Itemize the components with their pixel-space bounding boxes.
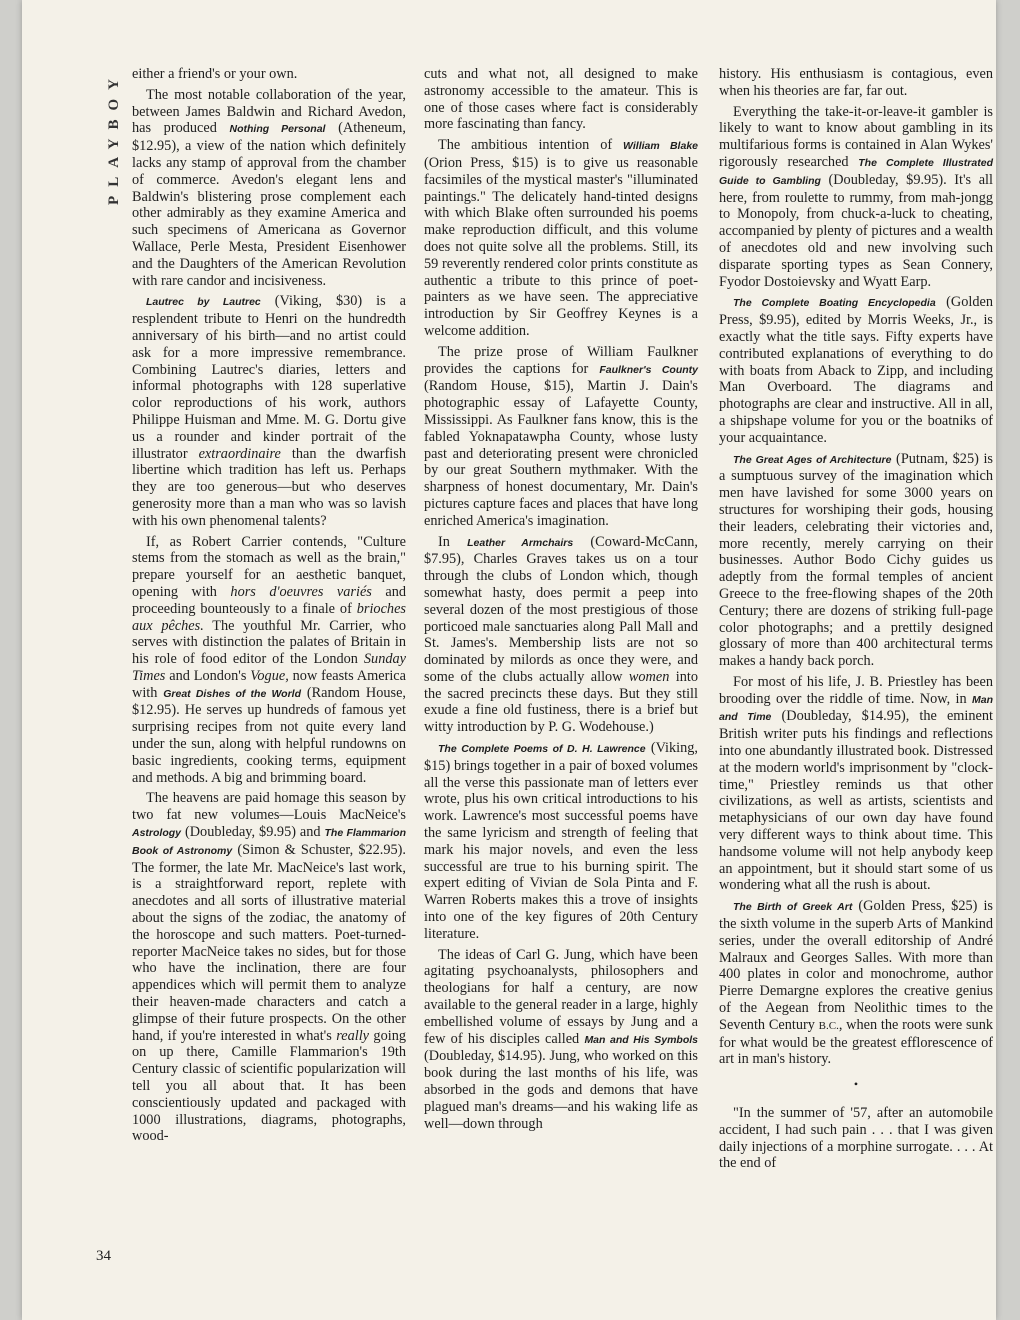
book-title: Faulkner's County [599, 363, 698, 376]
paragraph-text: (Random House, $15), Martin J. Dain's photographic essay of Lafayette County, Mississippi. As Faulkner fans know, this is the fabled Yoknapatawpha County, whose lusty past and deteriorating present were chronicled by our great Southern mythmaker. With the sharpness of honest documentary, Mr. Dain's pictures capture faces and places that have long enriched America's imagination. [424, 378, 698, 529]
paragraph [719, 898, 993, 1068]
book-title: The Flammarion Book of Astronomy [132, 827, 406, 857]
paragraph [424, 534, 698, 737]
book-title: Nothing Personal [229, 123, 326, 136]
book-title: Lautrec by Lautrec [146, 296, 261, 309]
book-title: William Blake [623, 140, 698, 153]
paragraph-text: If, as Robert Carrier contends, "Culture stems from the stomach as well as the brain," prepare yourself for an aesthetic banquet, opening with [132, 533, 406, 600]
paragraph-text: (Atheneum, $12.95), a view of the nation which definitely lacks any stamp of approval from the chamber of commerce. Avedon's elegant lens and Baldwin's blistering prose complement each other admirably as they examine America and such specimens of Americana as Governor Wallace, Perle Mesta, President Eisenhower and the Daughters of the American Revolution with rare candor and incisiveness. [132, 120, 406, 289]
paragraph-text: (Golden Press, $25) is the sixth volume in the superb Arts of Mankind series, under the overall editorship of André Malraux and Georges Salles. With more than 400 plates in color and monochrome, author Pierre Demargne explores the creative genius of the Aegean from Neolithic times to the Seventh Century [719, 898, 993, 1033]
paragraph-text: (Doubleday, $14.95), the eminent British writer puts his findings and reflections into one abundantly illustrated book. Distressed at the modern world's imprisonment by "clock-time," Priestley reminds us that other civilizations, as well as artists, scientists and metaphysicians of our own day have found very different ways to think about time. This handsome volume will not help anybody keep an appointment, but it should start some of us wondering what all the rush is about. [719, 708, 993, 894]
paragraph-text: "In the summer of '57, after an automobile accident, I had such pain . . . that I was given daily injections of a morphine surrogate. . . . At the end of [719, 1105, 993, 1172]
italic-text: Sunday Times [132, 651, 406, 684]
paragraph-text: The youthful Mr. Carrier, who serves with distinction the palates of Britain in his role of food editor of the London [132, 617, 406, 668]
text-column-3 [719, 66, 993, 1176]
paragraph [132, 293, 406, 529]
paragraph-text: than the dwarfish libertine which tradition has left us. Perhaps they are too generous—but who deserves generosity more than a man who was so lavish with his own phenomenal talents? [132, 445, 406, 529]
book-title: The Great Ages of Architecture [733, 453, 892, 466]
paragraph [132, 87, 406, 290]
paragraph-text: and London's [165, 667, 251, 684]
paragraph-text: into the sacred precincts these days. But they still exude a fine old fustiness, there is a brief but witty introduction by P. G. Wodehouse.) [424, 668, 698, 736]
italic-text: extraordinaire [198, 445, 281, 462]
paragraph [719, 66, 993, 100]
book-title: The Complete Poems of D. H. Lawrence [438, 743, 646, 756]
paragraph [424, 740, 698, 943]
paragraph-text: (Doubleday, $9.95) and [181, 824, 325, 841]
paragraph-text: The heavens are paid homage this season by two fat new volumes—Louis MacNeice's [132, 790, 406, 824]
paragraph [719, 1105, 993, 1172]
paragraph-text: (Golden Press, $9.95), edited by Morris Weeks, Jr., is exactly what the title says. Fifty experts have contributed explanations of everything to do with boats from Aback to Zipp, and including Man Overboard. The diagrams and photographs are clear and instructive. All in all, a shipshape volume for you or the boatniks of your acquaintance. [719, 294, 993, 446]
paragraph [424, 344, 698, 530]
paragraph-text: history. His enthusiasm is contagious, even when his theories are far, far out. [719, 66, 993, 99]
paragraph-text: , when the roots were sunk for what would be the greatest efflorescence of art in man's history. [719, 1016, 993, 1068]
paragraph [719, 104, 993, 291]
paragraph-text: either a friend's or your own. [132, 66, 298, 82]
paragraph-text: going on up there, Camille Flammarion's 19th Century classic of scientific popularization will tell you all about that. It has been conscientiously updated and packaged with 1000 illustrations, diagrams, photographs, wood- [132, 1027, 406, 1145]
italic-text: Vogue, [250, 667, 289, 684]
paragraph [719, 294, 993, 446]
paragraph [132, 534, 406, 787]
book-title: The Complete Boating Encyclopedia [733, 297, 936, 310]
paragraph [424, 66, 698, 133]
paragraph [132, 66, 406, 83]
book-title: Great Dishes of the World [163, 687, 302, 700]
book-title: Man and Time [719, 693, 993, 724]
paragraph-text: (Doubleday, $14.95). Jung, who worked on this book during the last months of his life, was absorbed in the gods and demons that have plagued man's dreams—and his waking life as well—down through [424, 1048, 698, 1132]
paragraph-text: (Simon & Schuster, $22.95). The former, the late Mr. MacNeice's last work, is a straightforward report, replete with anecdotes and all sorts of illustrative material about the signs of the zodiac, the anatomy of the horoscope and such matters. Poet-turned-reporter MacNeice takes no sides, but for those who have the inclination, there are four appendices which will permit them to analyze their heaven-made characters and catch a glimpse of their future prospects. On the other hand, if you're interested in what's [132, 841, 406, 1044]
text-column-2 [424, 66, 698, 1136]
paragraph-text: (Viking, $15) brings together in a pair of boxed volumes all the verse this passionate man of letters ever wrote, plus his own critical introductions to his work. Lawrence's most successful poems have the same lyricism and strength of feeling that mark his major novels, and even the less successful are true to his burning spirit. The expert editing of Vivian de Sola Pinta and F. Warren Roberts makes this a trove of insights into one of the key figures of 20th Century literature. [424, 740, 699, 942]
paragraph-text: (Random House, $12.95). He serves up hundreds of famous yet surprising recipes from not quite every land under the sun, along with helpful rundowns on basic ingredients, cooking terms, equipment and methods. A big and brimming board. [132, 684, 406, 786]
paragraph-text: (Orion Press, $15) is to give us reasonable facsimiles of the mystical master's "illuminated paintings." The delicately hand-tinted designs with which Blake often surrounded his poems make reproduction difficult, and this volume does not quite solve all the problems. Still, its 59 reverently rendered color prints constitute as authentic a tribute to this prince of poet-painters as we have seen. The appreciative introduction by Sir Geoffrey Keynes is a welcome addition. [424, 154, 698, 339]
paragraph-text: The prize prose of William Faulkner provides the captions for [424, 343, 698, 377]
book-title: The Complete Illustrated Guide to Gambling [719, 156, 993, 187]
paragraph-text: (Putnam, $25) is a sumptuous survey of the imagination which men have lavished for some 3000 years on structures for worshiping their gods, housing their leaders, celebrating their victories and, more recently, merely carrying on their businesses. Author Bodo Cichy guides us adeptly from the formal temples of ancient Greece to the free-flowing shapes of the 20th Century; there are dozens of striking full-page color photographs; and a prettily designed glossary of more than 400 architectural terms makes a handy back porch. [719, 450, 993, 670]
small-caps-text: B.C. [818, 1019, 839, 1032]
paragraph-text: (Viking, $30) is a resplendent tribute to Henri on the hundredth anniversary of his birth—and no artist could ask for a more impressive remembrance. Combining Lautrec's diaries, letters and informal photographs with 128 superlative color reproductions of his work, authors Philippe Huisman and Mme. M. G. Dortu give us a rounder and kinder portrait of the illustrator [132, 293, 407, 462]
paragraph [132, 790, 406, 1145]
magazine-page [22, 0, 996, 1320]
masthead-vertical: PLAYBOY [106, 70, 122, 205]
paragraph-text: cuts and what not, all designed to make astronomy accessible to the amateur. This is one of those cases where fact is considerably more fascinating than fancy. [424, 66, 698, 133]
paragraph-text: The most notable collaboration of the year, between James Baldwin and Richard Avedon, has produced [132, 86, 406, 137]
italic-text: brioches aux pêches. [132, 600, 406, 634]
book-title: Man and His Symbols [584, 1033, 698, 1046]
paragraph-text: The ideas of Carl G. Jung, which have been agitating psychoanalysts, philosophers and theologians for half a century, are now available to the general reader in a large, highly embellished volume of essays by Jung and a few of his disciples called [424, 946, 698, 1047]
paragraph-text: In [438, 533, 468, 550]
paragraph-text: and proceeding bounteously to a finale of [132, 583, 406, 617]
page-number: 34 [96, 1248, 111, 1264]
book-title: Astrology [132, 827, 182, 840]
italic-text: hors d'oeuvres variés [230, 583, 372, 600]
italic-text: women [628, 668, 670, 685]
book-title: Leather Armchairs [467, 536, 574, 549]
paragraph [719, 674, 993, 894]
paragraph [719, 451, 993, 670]
paragraph [424, 947, 698, 1133]
section-bullet: • [853, 1077, 859, 1092]
italic-text: really [336, 1027, 370, 1044]
paragraph-text: (Coward-McCann, $7.95), Charles Graves takes us on a tour through the clubs of London which, though somewhat hasty, does permit a peep into several dozen of the most prestigious of those porticoed male sanctuaries along Pall Mall and St. James's. Membership lists are not so dominated by milords as once they were, and some of the clubs actually allow [424, 533, 699, 685]
paragraph-text: (Doubleday, $9.95). It's all here, from roulette to rummy, from mah-jongg to Monopoly, from chuck-a-luck to cheating, accompanied by plenty of pictures and a wealth of anecdotes old and new involving such disparate sporting types as Sean Connery, Fyodor Dostoievsky and Wyatt Earp. [719, 171, 993, 290]
paragraph-text: Everything the take-it-or-leave-it gambler is likely to want to know about gambling in its multifarious forms is contained in Alan Wykes' rigorously researched [719, 103, 993, 170]
paragraph-text: now feasts America with [132, 667, 407, 701]
text-column-1 [132, 66, 406, 1149]
book-title: The Birth of Greek Art [733, 901, 853, 914]
paragraph-text: The ambitious intention of [438, 137, 624, 154]
paragraph-text: For most of his life, J. B. Priestley has been brooding over the riddle of time. Now, in [719, 673, 993, 707]
paragraph [424, 137, 698, 340]
